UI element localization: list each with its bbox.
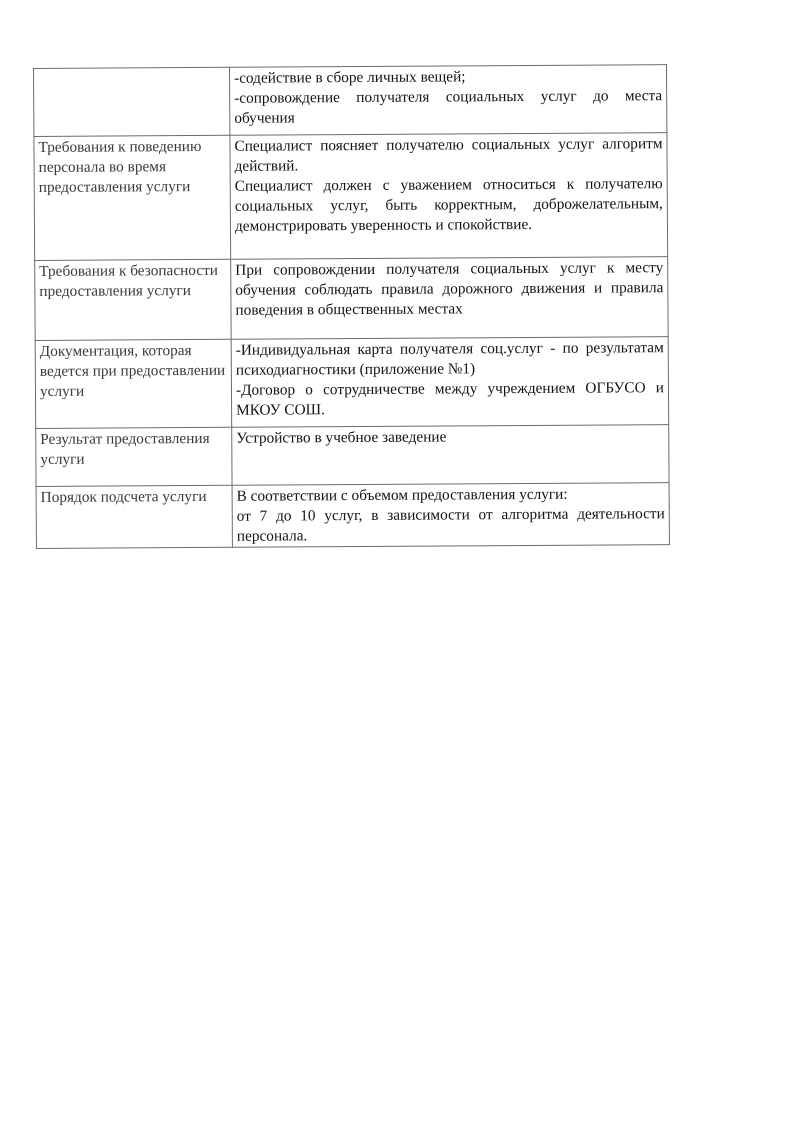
content-paragraph: При сопровождении получателя социальных услуг к месту обучения соблюдать правила дорожного движения и правила поведения в общественных местах: [235, 259, 664, 319]
table-row: [36, 425, 669, 487]
content-paragraph: Устройство в учебное заведение: [236, 428, 447, 447]
content-paragraph: Специалист поясняет получателю социальных услуг алгоритм действий.: [234, 135, 663, 175]
content-paragraph: -Индивидуальная карта получателя соц.услуг - по результатам психодиагностики (приложение №1): [235, 339, 664, 379]
row-label: Результат предоставления услуги: [36, 427, 232, 486]
service-spec-table: [33, 64, 670, 549]
table-row: [36, 483, 669, 549]
table-row: [35, 257, 668, 341]
content-paragraph: от 7 до 10 услуг, в зависимости от алгоритма деятельности персонала.: [236, 505, 665, 545]
content-paragraph: -сопровождение получателя социальных услуг до места обучения: [234, 87, 663, 127]
table-row: [35, 337, 669, 429]
content-paragraph: -Договор о сотрудничестве между учреждением ОГБУСО и МКОУ СОШ.: [235, 379, 665, 419]
row-content: [230, 133, 668, 260]
row-content: [231, 257, 668, 340]
table-row: [34, 65, 667, 137]
row-label: [34, 67, 230, 136]
content-paragraph: Специалист должен с уважением относиться к получателю социальных услуг, быть корректным, доброжелательным, демонстрировать уверенность и спокойствие.: [234, 175, 663, 235]
content-paragraph: В соответствии с объемом предоставления услуги:: [236, 485, 568, 505]
row-label: Порядок подсчета услуги: [36, 485, 232, 548]
table-row: [34, 133, 668, 261]
row-content: [229, 65, 666, 136]
row-content: [232, 483, 669, 548]
row-label: Требования к поведению персонала во время предоставления услуги: [34, 135, 231, 260]
row-content: [231, 337, 669, 428]
row-label: Требования к безопасности предоставления услуги: [35, 259, 231, 340]
row-content: [232, 425, 669, 486]
row-label: Документация, которая ведется при предоставлении услуги: [35, 339, 232, 428]
content-paragraph: -содействие в сборе личных вещей;: [234, 68, 466, 87]
